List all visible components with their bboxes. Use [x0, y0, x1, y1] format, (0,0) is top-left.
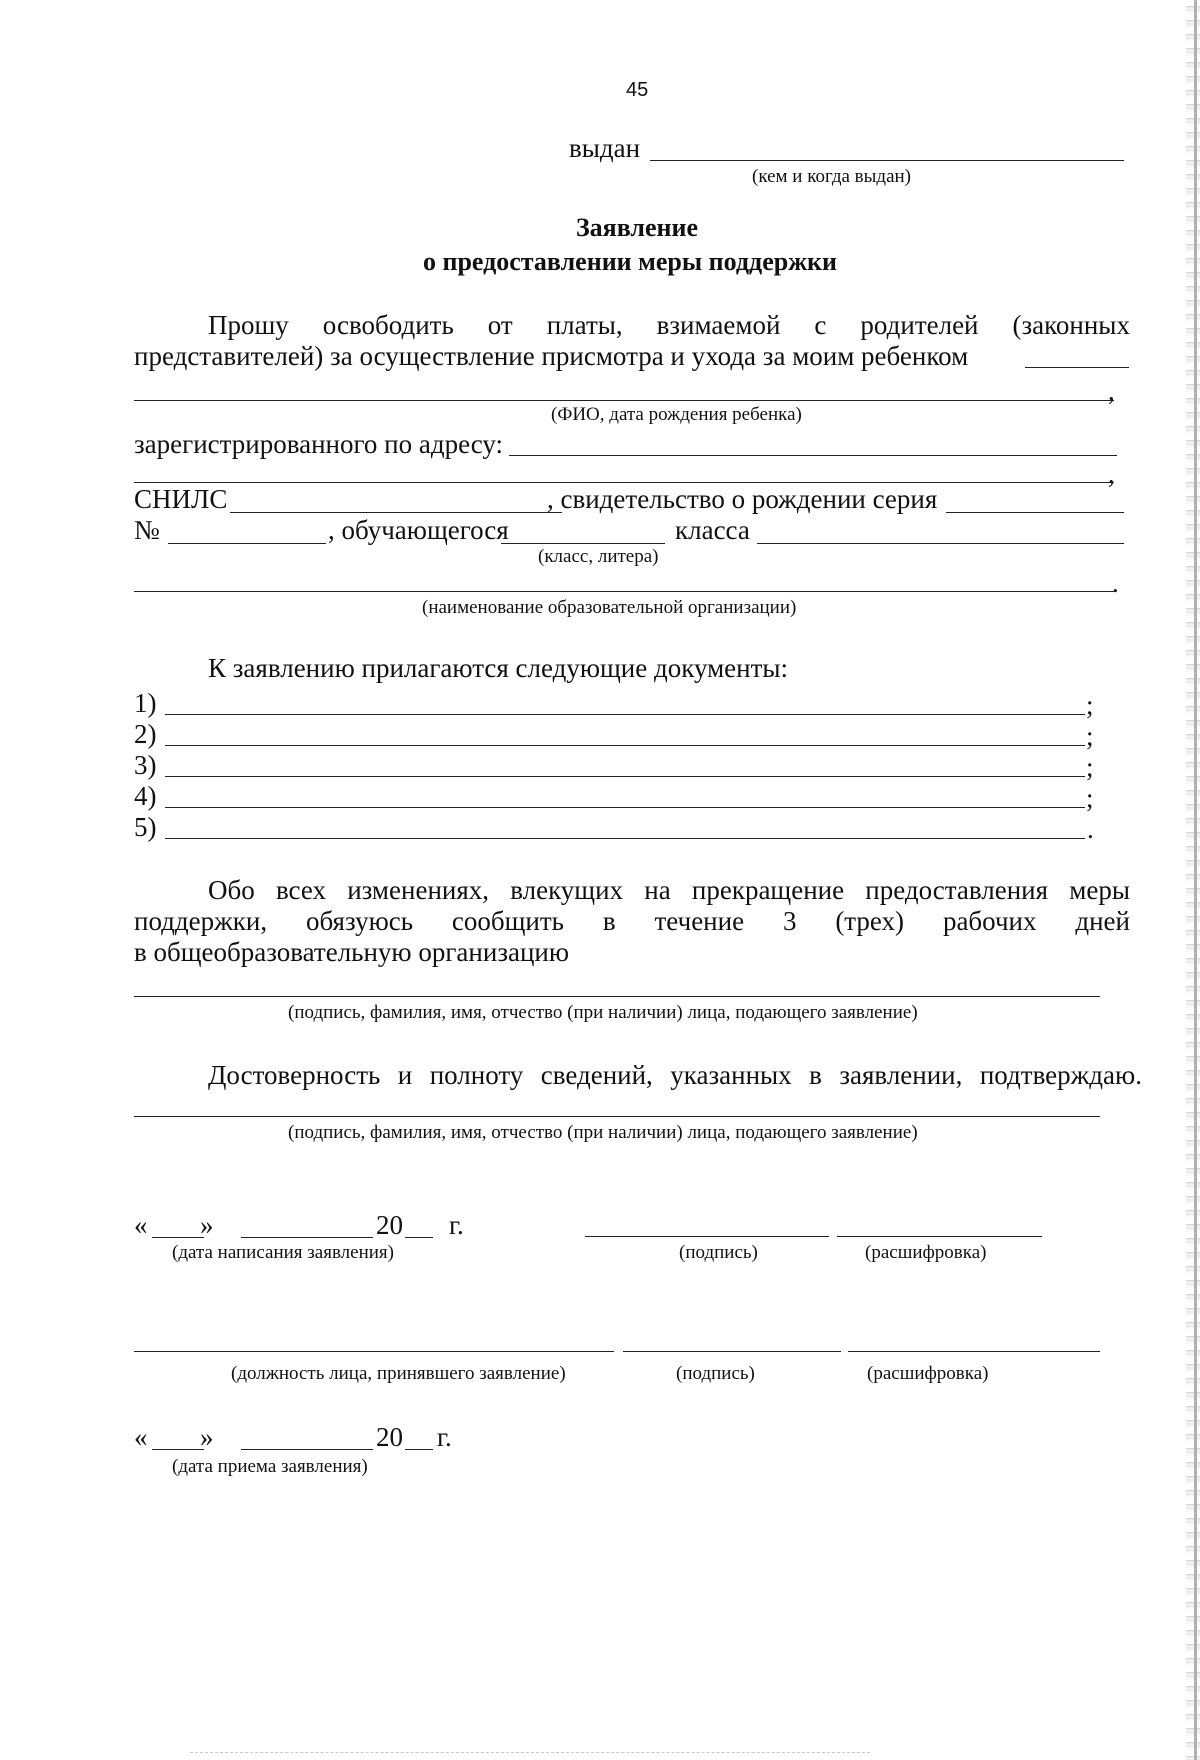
child-comma: ,: [1108, 376, 1115, 406]
accepted-signature-caption: (подпись): [676, 1363, 755, 1384]
obligation-word: течение: [654, 906, 745, 936]
received-year-prefix: 20: [376, 1422, 403, 1452]
confirmation-word: и: [397, 1060, 413, 1090]
attachment-number: 4): [134, 781, 157, 811]
accepted-decoding-caption: (расшифровка): [867, 1363, 989, 1384]
received-open-quote: «: [134, 1422, 148, 1452]
position-caption: (должность лица, принявшего заявление): [231, 1363, 566, 1384]
received-close-quote: »: [200, 1422, 214, 1452]
request-word: от: [487, 310, 513, 340]
attachment-field-3[interactable]: [165, 776, 1085, 777]
scan-edge: [1186, 0, 1200, 1760]
attachment-field-2[interactable]: [165, 745, 1085, 746]
request-word: взимаемой: [656, 310, 781, 340]
confirmation-word: в: [809, 1060, 822, 1090]
obligation-word: меры: [1069, 875, 1130, 905]
attachment-field-1[interactable]: [165, 714, 1085, 715]
snils-field[interactable]: [230, 512, 562, 513]
attachment-end: .: [1087, 814, 1094, 844]
received-year-field[interactable]: [405, 1449, 433, 1450]
organization-end: .: [1112, 568, 1119, 598]
obligation-word: на: [644, 875, 671, 905]
request-line-2: представителей) за осуществление присмотра и ухода за моим ребенком: [134, 341, 969, 371]
number-label: №: [134, 515, 160, 545]
date-day-field[interactable]: [152, 1237, 204, 1238]
request-word: (законных: [1012, 310, 1130, 340]
received-year-suffix: г.: [437, 1422, 452, 1452]
obligation-word: всех: [275, 875, 326, 905]
issued-by-field[interactable]: [650, 160, 1124, 161]
organization-caption: (наименование образовательной организации): [422, 597, 797, 618]
date-received-caption: (дата приема заявления): [172, 1456, 368, 1477]
obligation-word: в: [602, 906, 616, 936]
obligation-word: изменениях,: [347, 875, 490, 905]
child-field-start[interactable]: [1025, 367, 1129, 368]
obligation-word: рабочих: [942, 906, 1037, 936]
attachment-end: ;: [1086, 721, 1094, 751]
class-caption: (класс, литера): [538, 546, 659, 567]
attachment-number: 3): [134, 750, 157, 780]
child-caption: (ФИО, дата рождения ребенка): [551, 404, 802, 425]
confirmation-signature-field[interactable]: [134, 1116, 1100, 1117]
date-month-field[interactable]: [241, 1237, 373, 1238]
class-label: класса: [675, 515, 750, 545]
confirmation-signature-caption: (подпись, фамилия, имя, отчество (при наличии) лица, подающего заявление): [288, 1122, 918, 1143]
obligation-line-3: в общеобразовательную организацию: [134, 937, 570, 967]
attachment-field-5[interactable]: [165, 838, 1085, 839]
signature-field[interactable]: [585, 1236, 829, 1237]
number-field[interactable]: [168, 543, 326, 544]
obligation-word: поддержки,: [134, 906, 268, 936]
address-field-2[interactable]: [134, 482, 1114, 483]
confirmation-word: Достоверность: [208, 1060, 381, 1090]
obligation-line-1: [208, 877, 1130, 904]
confirmation-text: [208, 1062, 1142, 1089]
class-name-field[interactable]: [757, 543, 1124, 544]
applicant-signature-field[interactable]: [134, 996, 1100, 997]
attachment-end: ;: [1086, 752, 1094, 782]
applicant-signature-caption: (подпись, фамилия, имя, отчество (при наличии) лица, подающего заявление): [288, 1002, 918, 1023]
confirmation-word: подтверждаю.: [979, 1060, 1142, 1090]
position-field[interactable]: [134, 1351, 614, 1352]
attachment-end: ;: [1086, 783, 1094, 813]
date-close-quote: »: [200, 1210, 214, 1240]
attachment-end: ;: [1086, 690, 1094, 720]
organization-field[interactable]: [134, 591, 1114, 592]
student-label: , обучающегося: [328, 515, 509, 545]
obligation-word: Обо: [208, 875, 255, 905]
accepted-signature-field[interactable]: [623, 1351, 841, 1352]
decoding-field[interactable]: [837, 1236, 1042, 1237]
confirmation-word: заявлении,: [839, 1060, 963, 1090]
request-word: платы,: [546, 310, 623, 340]
obligation-word: (трех): [835, 906, 905, 936]
request-word: родителей: [860, 310, 979, 340]
obligation-word: сообщить: [451, 906, 564, 936]
birth-cert-series-field[interactable]: [946, 512, 1124, 513]
date-year-prefix: 20: [376, 1210, 403, 1240]
date-year-suffix: г.: [449, 1210, 464, 1240]
decoding-caption: (расшифровка): [865, 1242, 987, 1263]
obligation-word: прекращение: [691, 875, 845, 905]
attachments-heading: К заявлению прилагаются следующие документы:: [208, 653, 789, 683]
document-subtitle: о предоставлении меры поддержки: [422, 247, 838, 276]
document-title: Заявление: [575, 213, 699, 242]
attachment-number: 2): [134, 719, 157, 749]
obligation-word: дней: [1075, 906, 1130, 936]
issued-caption: (кем и когда выдан): [752, 166, 912, 187]
request-word: Прошу: [208, 310, 289, 340]
obligation-line-2: [134, 908, 1130, 935]
attachment-number: 1): [134, 688, 157, 718]
page-number: 45: [626, 79, 649, 101]
received-day-field[interactable]: [152, 1449, 204, 1450]
attachment-field-4[interactable]: [165, 807, 1085, 808]
attachment-number: 5): [134, 812, 157, 842]
scan-bottom-line: [190, 1752, 870, 1753]
child-name-field[interactable]: [134, 400, 1114, 401]
issued-label: выдан: [569, 133, 641, 163]
request-word: освободить: [322, 310, 454, 340]
date-year-field[interactable]: [405, 1237, 433, 1238]
address-field[interactable]: [509, 455, 1117, 456]
address-label: зарегистрированного по адресу:: [134, 429, 503, 459]
class-field[interactable]: [501, 543, 665, 544]
obligation-word: предоставления: [865, 875, 1049, 905]
obligation-word: 3: [782, 906, 797, 936]
birth-cert-label: , свидетельство о рождении серия: [547, 484, 938, 514]
snils-label: СНИЛС: [134, 484, 228, 514]
date-written-caption: (дата написания заявления): [172, 1242, 394, 1263]
signature-caption: (подпись): [679, 1242, 758, 1263]
received-month-field[interactable]: [241, 1449, 373, 1450]
obligation-word: влекущих: [510, 875, 624, 905]
obligation-word: обязуюсь: [305, 906, 414, 936]
date-open-quote: «: [134, 1210, 148, 1240]
confirmation-word: полноту: [429, 1060, 524, 1090]
address-comma: ,: [1108, 459, 1115, 489]
accepted-decoding-field[interactable]: [848, 1351, 1100, 1352]
request-line-1: [208, 312, 1130, 339]
confirmation-word: указанных: [670, 1060, 792, 1090]
confirmation-word: сведений,: [540, 1060, 653, 1090]
request-word: с: [814, 310, 827, 340]
